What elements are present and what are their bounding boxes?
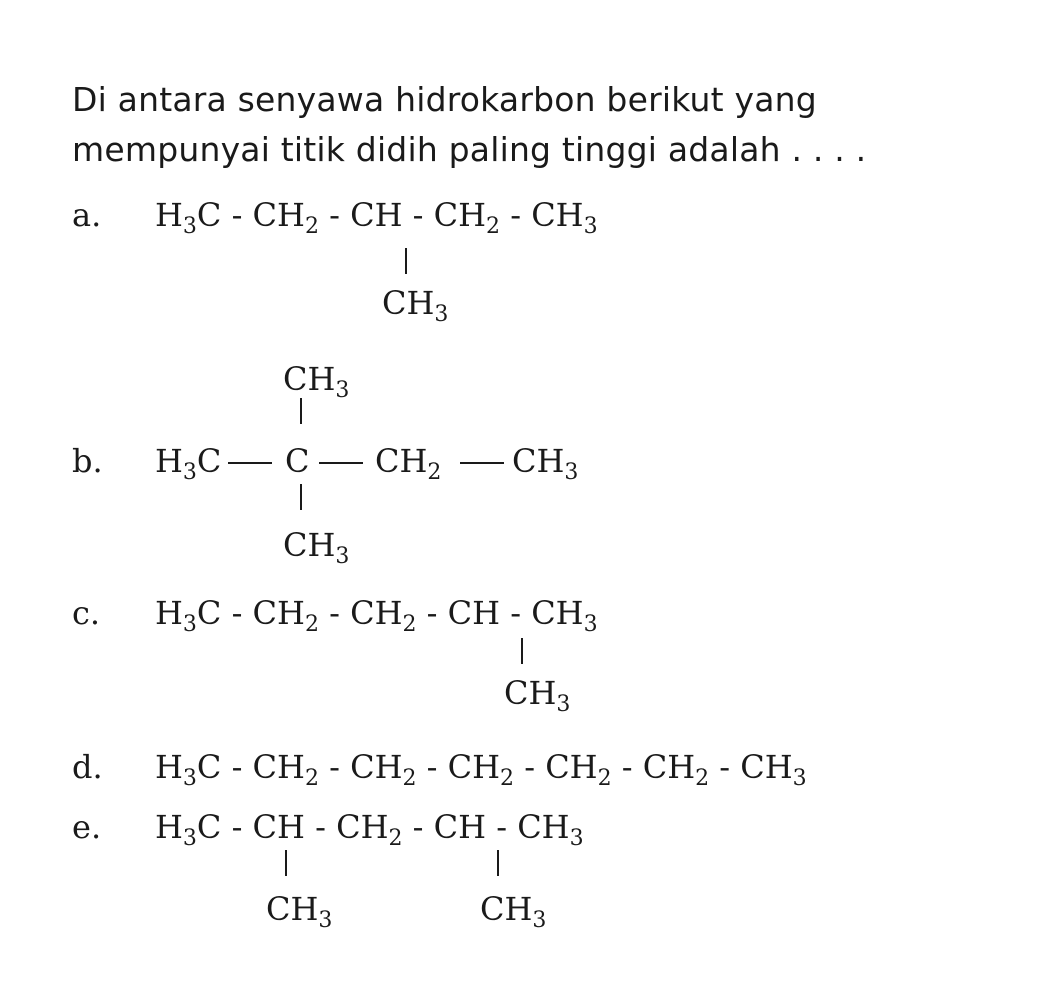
formula-text: CH — [283, 360, 336, 398]
option-b-ch2: $CH_2$ — [375, 442, 442, 485]
formula-subscript: 3 — [182, 766, 197, 791]
option-e-bond-2 — [497, 850, 499, 876]
option-c-branch — [504, 674, 571, 717]
formula-subscript: 3 — [556, 692, 571, 717]
formula-text: CH — [504, 674, 557, 712]
option-c-main-chain — [155, 594, 598, 637]
formula-subscript: 2 — [402, 766, 417, 791]
option-a-main-chain — [155, 196, 598, 239]
option-e-branch-1 — [266, 890, 333, 933]
formula-text: CH — [480, 890, 533, 928]
formula-text: - CH — [514, 748, 598, 786]
option-b-branch-top — [283, 360, 350, 403]
formula-subscript: 2 — [500, 766, 515, 791]
option-d-main-chain — [155, 748, 807, 791]
formula-subscript: 3 — [182, 214, 197, 239]
option-a-label: a. — [72, 196, 102, 234]
formula-text: H — [155, 808, 183, 846]
question-line-1: Di antara senyawa hidrokarbon berikut yang — [72, 80, 817, 119]
option-a-bond — [405, 248, 407, 274]
formula-text: - CH - CH — [416, 594, 584, 632]
formula-text: CH — [266, 890, 319, 928]
formula-subscript: 3 — [583, 214, 598, 239]
formula-subscript: 3 — [335, 378, 350, 403]
formula-subscript: 2 — [304, 766, 319, 791]
option-b-branch-bottom — [283, 526, 350, 569]
formula-text: C - CH - CH — [196, 808, 389, 846]
option-c-bond — [521, 638, 523, 664]
formula-subscript: 3 — [335, 544, 350, 569]
formula-subscript: 3 — [532, 908, 547, 933]
formula-subscript: 2 — [486, 214, 501, 239]
option-c-label: c. — [72, 594, 101, 632]
formula-text: H — [155, 196, 183, 234]
formula-subscript: 2 — [388, 826, 403, 851]
formula-subscript: 2 — [597, 766, 612, 791]
option-b-bond-2 — [319, 462, 363, 464]
formula-subscript: 2 — [304, 612, 319, 637]
formula-subscript: 3 — [318, 908, 333, 933]
formula-text: - CH — [318, 594, 403, 632]
formula-text: C - CH — [196, 196, 305, 234]
option-b-ch3: $CH_3$ — [512, 442, 579, 485]
formula-text: - CH - CH — [318, 196, 487, 234]
formula-text: - CH - CH — [402, 808, 570, 846]
formula-text: H — [155, 748, 183, 786]
option-b-bond-3 — [460, 462, 504, 464]
formula-subscript: 3 — [569, 826, 584, 851]
formula-text: - CH — [318, 748, 403, 786]
option-b-bond-1 — [228, 462, 272, 464]
formula-text: CH — [283, 526, 336, 564]
formula-text: - CH — [611, 748, 696, 786]
formula-subscript: 2 — [304, 214, 319, 239]
question-line-2: mempunyai titik didih paling tinggi adalah . . . . — [72, 130, 867, 169]
formula-text: C - CH — [196, 594, 305, 632]
formula-text: - CH — [500, 196, 584, 234]
formula-subscript: 3 — [182, 612, 197, 637]
formula-subscript: 3 — [792, 766, 807, 791]
option-b-bond-bottom — [300, 484, 302, 510]
option-b-central-carbon: C — [285, 442, 310, 480]
formula-text: C - CH — [196, 748, 305, 786]
formula-subscript: 3 — [434, 302, 449, 327]
option-b-bond-top — [300, 398, 302, 424]
option-b-label: b. — [72, 442, 103, 480]
option-e-bond-1 — [285, 850, 287, 876]
formula-text: H — [155, 594, 183, 632]
option-a-branch — [382, 284, 449, 327]
option-b-main-chain: $H_3C$ — [155, 442, 222, 485]
option-e-main-chain — [155, 808, 584, 851]
option-d-label: d. — [72, 748, 103, 786]
formula-text: - CH — [709, 748, 793, 786]
formula-text: - CH — [416, 748, 501, 786]
option-e-label: e. — [72, 808, 102, 846]
formula-subscript: 3 — [583, 612, 598, 637]
formula-subscript: 3 — [182, 826, 197, 851]
formula-subscript: 2 — [695, 766, 710, 791]
formula-text: CH — [382, 284, 435, 322]
formula-subscript: 2 — [402, 612, 417, 637]
option-e-branch-2 — [480, 890, 547, 933]
